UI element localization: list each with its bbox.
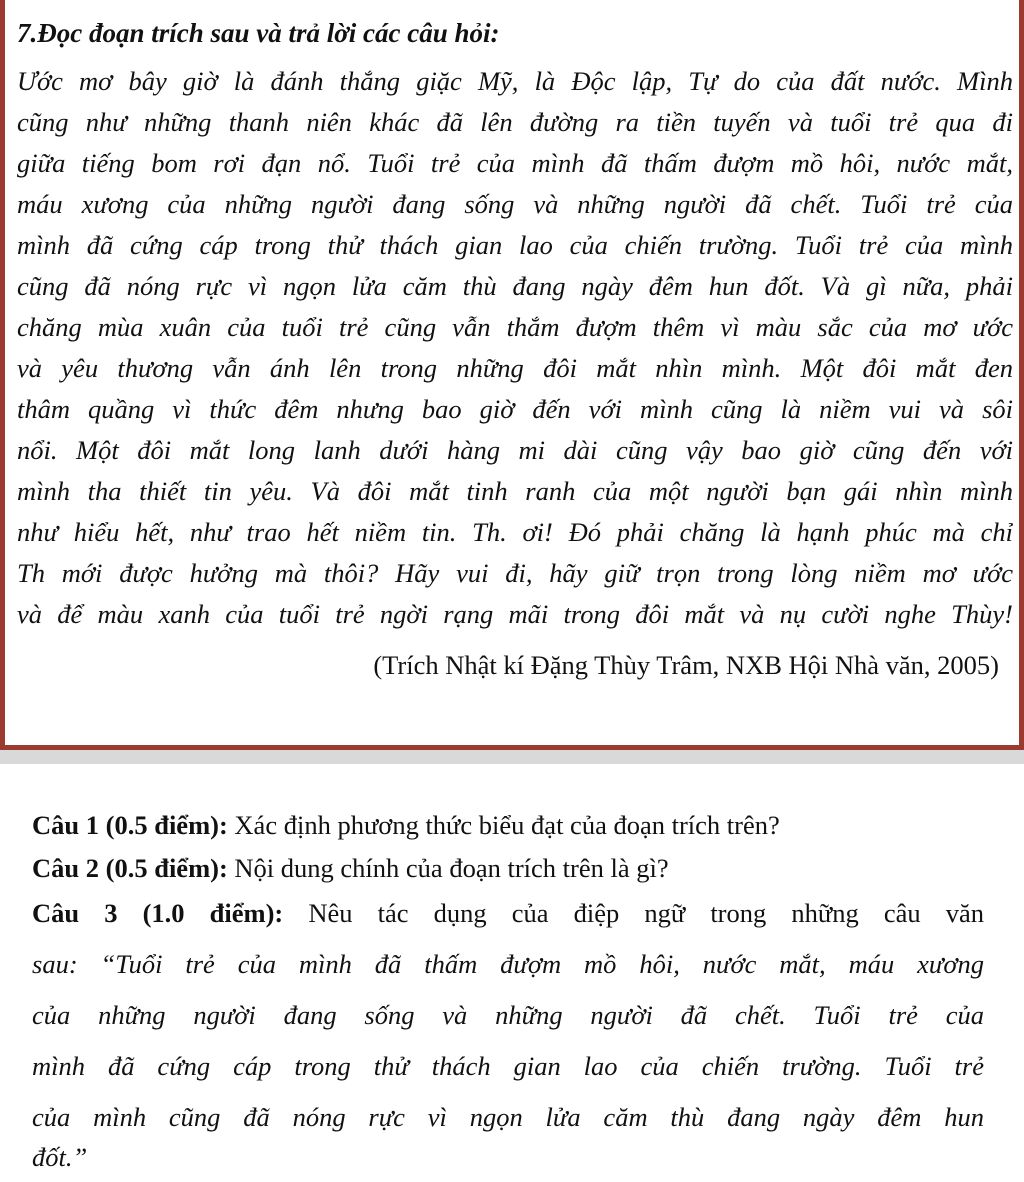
passage-line: và yêu thương vẫn ánh lên trong những đôi mắt nhìn mình. Một đôi mắt đen xyxy=(17,353,1013,383)
question-3 xyxy=(32,898,984,929)
passage-line: như hiểu hết, như trao hết niềm tin. Th. ơi! Đó phải chăng là hạnh phúc mà chỉ xyxy=(17,517,1013,547)
question-1-text: Xác định phương thức biểu đạt của đoạn trích trên? xyxy=(227,810,780,840)
passage-line: nổi. Một đôi mắt long lanh dưới hàng mi dài cũng vậy bao giờ cũng đến với xyxy=(17,435,1013,465)
passage-line: giữa tiếng bom rơi đạn nổ. Tuổi trẻ của mình đã thấm đượm mồ hôi, nước mắt, xyxy=(17,148,1013,178)
question-2-text: Nội dung chính của đoạn trích trên là gì? xyxy=(227,853,669,883)
passage-line: Ước mơ bây giờ là đánh thắng giặc Mỹ, là Độc lập, Tự do của đất nước. Mình xyxy=(17,66,1013,96)
passage-line: mình tha thiết tin yêu. Và đôi mắt tinh ranh của một người bạn gái nhìn mình xyxy=(17,476,1013,506)
question-3-quote-line: mình đã cứng cáp trong thử thách gian lao của chiến trường. Tuổi trẻ xyxy=(32,1051,984,1081)
question-1 xyxy=(32,810,780,841)
panel-divider xyxy=(0,750,1024,764)
passage-line: cũng như những thanh niên khác đã lên đường ra tiền tuyến và tuổi trẻ qua đi xyxy=(17,107,1013,137)
passage-line: mình đã cứng cáp trong thử thách gian lao của chiến trường. Tuổi trẻ của mình xyxy=(17,230,1013,260)
question-3-text: Nêu tác dụng của điệp ngữ trong những câu văn xyxy=(283,898,984,928)
question-3-quote-line: đốt.” xyxy=(32,1142,88,1172)
passage-line: chăng mùa xuân của tuổi trẻ cũng vẫn thắm đượm thêm vì màu sắc của mơ ước xyxy=(17,312,1013,342)
passage-line: cũng đã nóng rực vì ngọn lửa căm thù đang ngày đêm hun đốt. Và gì nữa, phải xyxy=(17,271,1013,301)
source-citation: (Trích Nhật kí Đặng Thùy Trâm, NXB Hội Nhà văn, 2005) xyxy=(373,650,999,680)
question-2-label: Câu 2 (0.5 điểm): xyxy=(32,853,228,883)
passage-line: máu xương của những người đang sống và những người đã chết. Tuổi trẻ của xyxy=(17,189,1013,219)
question-3-quote-line: của mình cũng đã nóng rực vì ngọn lửa căm thù đang ngày đêm hun xyxy=(32,1102,984,1132)
question-3-quote-line: của những người đang sống và những người đã chết. Tuổi trẻ của xyxy=(32,1000,984,1030)
passage-line: Th mới được hưởng mà thôi? Hãy vui đi, hãy giữ trọn trong lòng niềm mơ ước xyxy=(17,558,1013,588)
passage-line: thâm quầng vì thức đêm nhưng bao giờ đến với mình cũng là niềm vui và sôi xyxy=(17,394,1013,424)
question-1-label: Câu 1 (0.5 điểm): xyxy=(32,810,228,840)
question-3-quote-line: sau: “Tuổi trẻ của mình đã thấm đượm mồ hôi, nước mắt, máu xương xyxy=(32,949,984,979)
section-heading: 7.Đọc đoạn trích sau và trả lời các câu hỏi: xyxy=(17,18,500,48)
question-2 xyxy=(32,853,669,884)
questions-panel xyxy=(0,764,1024,1182)
passage-line: và để màu xanh của tuổi trẻ ngời rạng mãi trong đôi mắt và nụ cười nghe Thùy! xyxy=(17,599,1013,629)
question-3-label: Câu 3 (1.0 điểm): xyxy=(32,898,284,928)
